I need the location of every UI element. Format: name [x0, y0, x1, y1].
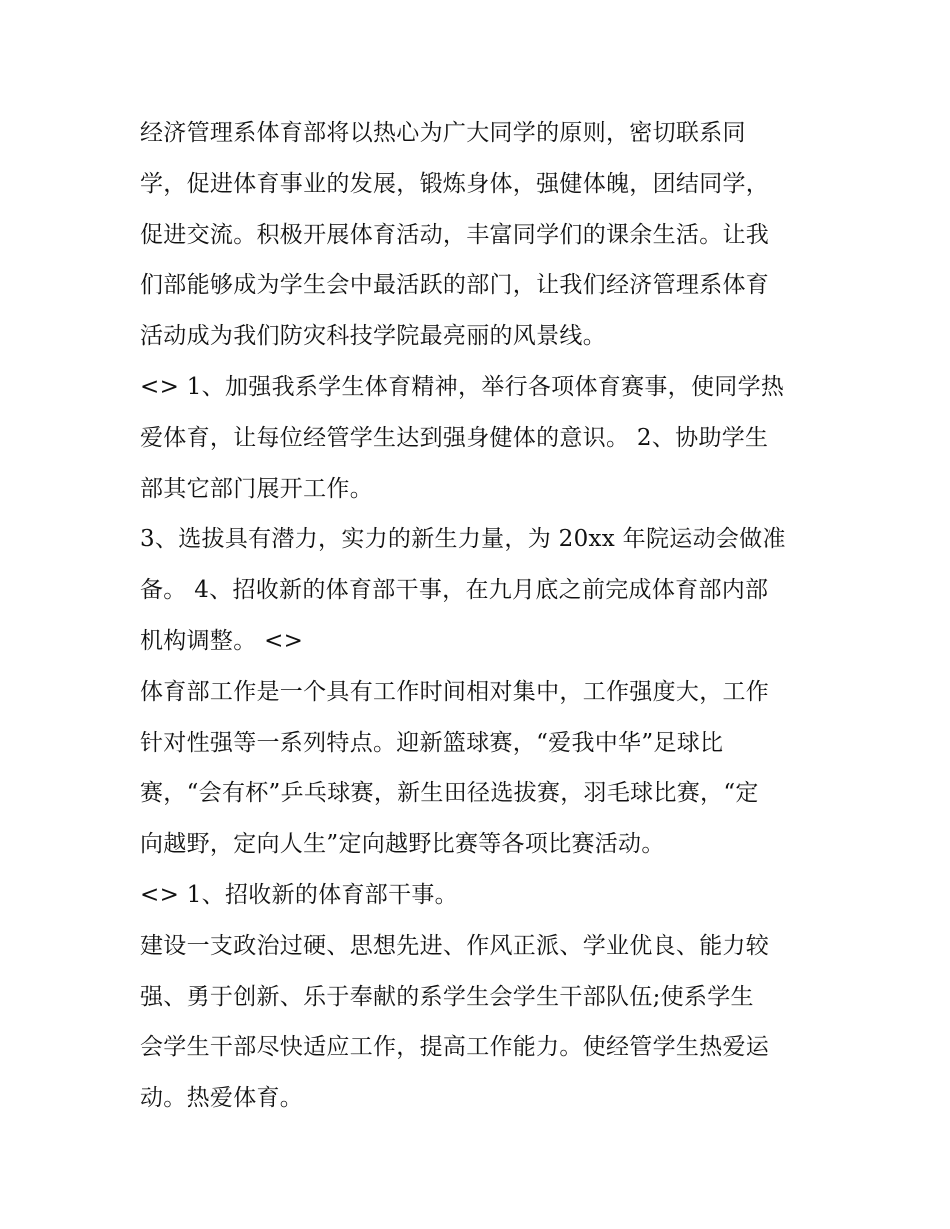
- body-line: 活动成为我们防灾科技学院最亮丽的风景线。: [140, 323, 606, 350]
- body-line: 赛，“会有杯”乒乓球赛，新生田径选拔赛，羽毛球比赛，“定: [140, 780, 759, 807]
- body-line: 爱体育，让每位经管学生达到强身健体的意识。 2、协助学生: [140, 424, 769, 451]
- body-line: 动。热爱体育。: [140, 1085, 304, 1112]
- body-line: 体育部工作是一个具有工作时间相对集中，工作强度大，工作: [140, 678, 770, 705]
- body-line: 向越野，定向人生”定向越野比赛等各项比赛活动。: [140, 831, 665, 858]
- body-line: 机构调整。 <>: [140, 627, 304, 654]
- body-line: 们部能够成为学生会中最活跃的部门，让我们经济管理系体育: [140, 272, 770, 299]
- body-line: 强、勇于创新、乐于奉献的系学生会学生干部队伍;使系学生: [140, 983, 754, 1010]
- body-line: 针对性强等一系列特点。迎新篮球赛，“爱我中华”足球比: [140, 729, 724, 756]
- body-line: 3、选拔具有潜力，实力的新生力量，为 20xx 年院运动会做准: [140, 526, 786, 553]
- body-line: 建设一支政治过硬、思想先进、作风正派、学业优良、能力较: [140, 932, 770, 959]
- body-line: <> 1、招收新的体育部干事。: [140, 881, 458, 908]
- body-line: 部其它部门展开工作。: [140, 475, 373, 502]
- body-line: 会学生干部尽快适应工作，提高工作能力。使经管学生热爱运: [140, 1034, 770, 1061]
- body-line: 促进交流。积极开展体育活动，丰富同学们的课余生活。让我: [140, 221, 770, 248]
- document-body: [140, 108, 830, 1124]
- body-line: <> 1、加强我系学生体育精神，举行各项体育赛事，使同学热: [140, 373, 785, 400]
- body-line: 学，促进体育事业的发展，锻炼身体，强健体魄，团结同学，: [140, 170, 770, 197]
- body-line: 备。 4、招收新的体育部干事，在九月底之前完成体育部内部: [140, 577, 769, 604]
- body-line: 经济管理系体育部将以热心为广大同学的原则，密切联系同: [140, 120, 746, 146]
